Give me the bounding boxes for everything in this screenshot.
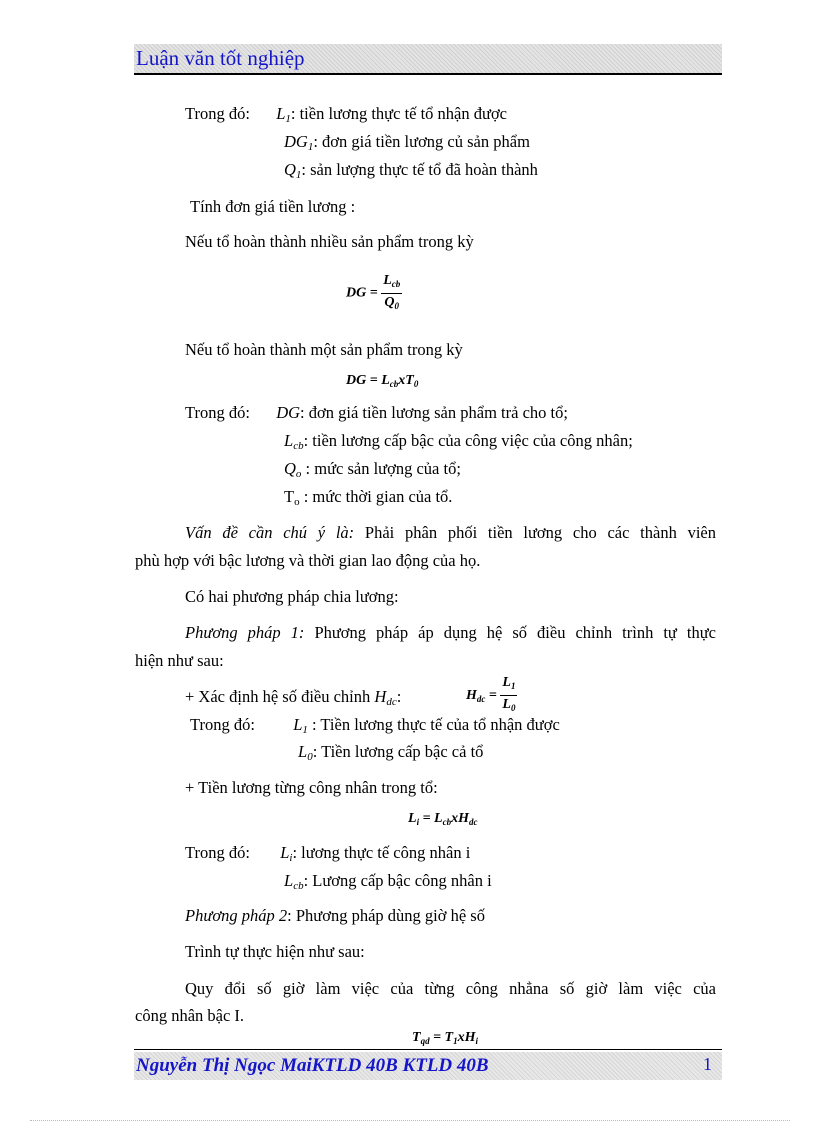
definition: : sản lượng thực tế tổ đã hoàn thành <box>301 160 538 179</box>
fraction <box>500 674 517 717</box>
formula-li <box>408 811 478 827</box>
definition: : mức thời gian của tổ. <box>299 487 453 506</box>
paragraph-line: công nhân bậc I. <box>135 1006 245 1025</box>
subscript: 1 <box>510 681 516 691</box>
text-line <box>284 160 538 185</box>
symbol: DG <box>284 132 308 151</box>
text-line <box>185 906 485 926</box>
text-line <box>284 132 530 157</box>
page-header <box>134 44 722 75</box>
footer-rule <box>134 1049 722 1050</box>
definition: : đơn giá tiền lương sản phẩm trả cho tổ; <box>300 403 568 422</box>
subscript: cb <box>391 279 401 289</box>
subscript: i <box>475 1036 478 1046</box>
footer-author: Nguyễn Thị Ngọc MaiKTLD 40B KTLD 40B <box>136 1055 489 1076</box>
definition: : đơn giá tiền lương củ sản phẩm <box>313 132 530 151</box>
subscript: cb <box>442 817 452 827</box>
text: : Phương pháp dùng giờ hệ số <box>287 906 485 925</box>
symbol: Q <box>284 160 296 179</box>
text-line: Tính đơn giá tiền lương : <box>190 197 356 216</box>
subscript: o <box>295 468 302 480</box>
subscript: i <box>289 852 293 864</box>
page-edge-divider <box>30 1120 790 1121</box>
subscript: qd <box>420 1036 430 1046</box>
subscript: cb <box>293 880 304 892</box>
text: Phương pháp áp dụng hệ số điều chỉnh trình tự thực <box>304 623 716 642</box>
subscript: 1 <box>285 113 291 125</box>
formula-part: xH <box>457 1030 476 1045</box>
definition: : tiền lương thực tế tổ nhận được <box>290 104 508 123</box>
subscript: dc <box>469 817 478 827</box>
subscript: cb <box>293 440 304 452</box>
definition: : lương thực tế công nhân i <box>292 843 471 862</box>
definition: : tiền lương cấp bậc của công việc của công nhân; <box>303 431 633 450</box>
text: + Xác định hệ số điều chỉnh <box>185 687 375 706</box>
definition: : Tiền lương thực tế của tổ nhận được <box>307 715 560 734</box>
symbol: L <box>284 871 294 890</box>
definition: : Tiền lương cấp bậc cả tổ <box>312 742 484 761</box>
formula-lhs: DG = <box>346 285 378 301</box>
page-footer <box>134 1052 722 1080</box>
formula-part: L <box>408 811 417 826</box>
symbol: L <box>298 742 308 761</box>
text-line: Nếu tổ hoàn thành nhiều sản phẩm trong kỳ <box>185 232 474 251</box>
formula-lhs: H <box>466 687 477 703</box>
text-line <box>284 871 492 896</box>
text-line: Nếu tổ hoàn thành một sản phẩm trong kỳ <box>185 340 463 359</box>
paragraph-line: hiện như sau: <box>135 651 224 670</box>
formula-part: xH <box>451 811 469 826</box>
header-title: Luận văn tốt nghiệp <box>136 46 305 70</box>
text-line <box>185 687 401 712</box>
symbol: H <box>374 687 387 706</box>
symbol: DG <box>276 403 301 422</box>
paragraph-line: Quy đổi số giờ làm việc của từng công nhẳna số giờ làm việc của <box>185 979 716 998</box>
formula-part: T <box>412 1030 421 1045</box>
subscript: o <box>294 496 300 508</box>
definition: : Lương cấp bậc công nhân i <box>303 871 492 890</box>
definition: : mức sản lượng của tổ; <box>301 459 461 478</box>
denominator: Q <box>384 295 395 310</box>
subscript: cb <box>389 379 399 389</box>
denominator: L <box>502 697 511 712</box>
label: Trong đó: <box>185 104 250 123</box>
text-line <box>298 742 483 767</box>
emphasis: Phương pháp 1: <box>185 623 305 642</box>
text: : <box>396 687 402 706</box>
text-line <box>185 403 568 423</box>
text-line <box>284 459 461 484</box>
label: Trong đó: <box>185 403 250 422</box>
subscript: dc <box>476 693 486 704</box>
formula-part: xT <box>398 373 414 388</box>
formula-part: DG = L <box>346 373 390 388</box>
symbol: L <box>293 715 303 734</box>
text-line <box>185 104 507 129</box>
formula-dg-single <box>346 373 418 389</box>
text-line <box>284 487 452 512</box>
subscript: 0 <box>510 703 516 713</box>
subscript: 1 <box>307 141 314 153</box>
paragraph-line <box>185 523 716 543</box>
subscript: 0 <box>307 751 313 763</box>
subscript: 1 <box>453 1036 458 1046</box>
text-line: Trình tự thực hiện như sau: <box>185 942 365 961</box>
symbol: L <box>284 431 294 450</box>
subscript: 0 <box>413 379 419 389</box>
numerator: L <box>502 675 511 690</box>
symbol: L <box>276 104 286 123</box>
text-line <box>185 843 470 868</box>
formula-tqd <box>412 1030 478 1046</box>
paragraph-line <box>185 623 716 643</box>
numerator: L <box>383 273 392 288</box>
text: Phải phân phối tiền lương cho các thành viên <box>354 523 716 542</box>
label: Trong đó: <box>185 843 250 862</box>
text-line: Có hai phương pháp chia lương: <box>185 587 399 606</box>
text-line: + Tiền lương từng công nhân trong tổ: <box>185 778 438 797</box>
formula-part: = T <box>429 1030 454 1045</box>
subscript: dc <box>386 696 397 708</box>
subscript: 1 <box>302 724 308 736</box>
formula-dg-multi <box>346 272 402 315</box>
emphasis: Vấn đề cần chú ý là: <box>185 523 355 542</box>
symbol: Q <box>284 459 296 478</box>
formula-part: = L <box>419 811 443 826</box>
symbol: L <box>280 843 290 862</box>
text-line <box>190 715 560 740</box>
text-line <box>284 431 633 456</box>
subscript: 0 <box>394 301 400 311</box>
fraction <box>381 272 402 315</box>
emphasis: Phương pháp 2 <box>185 906 288 925</box>
equals: = <box>485 687 501 703</box>
label: Trong đó: <box>190 715 255 734</box>
subscript: i <box>416 817 420 827</box>
subscript: 1 <box>295 169 302 181</box>
page-number: 1 <box>703 1054 712 1074</box>
symbol: T <box>284 487 295 506</box>
formula-hdc <box>466 674 517 717</box>
paragraph-line: phù hợp với bậc lương và thời gian lao động của họ. <box>135 551 481 570</box>
